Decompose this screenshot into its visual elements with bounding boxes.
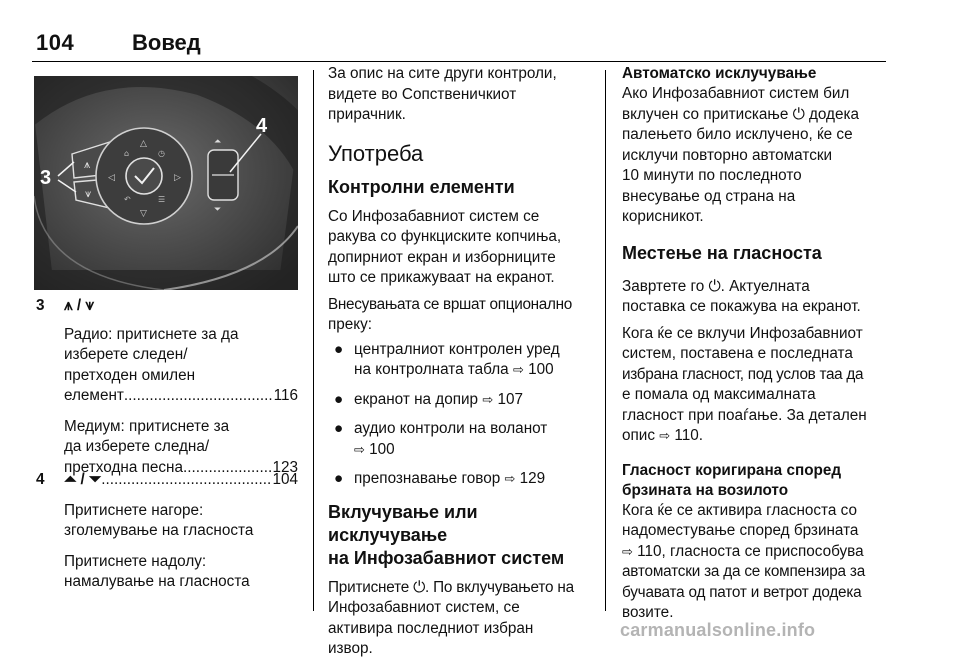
radio-text-line: Радио: притиснете за да xyxy=(64,325,239,343)
auto-off-line: вклучен со притискање ⏻ додека xyxy=(622,105,860,123)
volume-line: Завртете го ⏻. Актуелната xyxy=(622,277,810,295)
controls-line: ракува со функциските копчиња, xyxy=(328,228,562,245)
page-ref-number: 123 xyxy=(272,458,298,476)
page-ref-number: 116 xyxy=(273,387,298,404)
entries-line: Внесувањата се вршат опционално xyxy=(328,295,572,313)
volume-line: Кога ќе се вклучи Инфозабавниот xyxy=(622,324,863,342)
power-icon: ⏻ xyxy=(708,277,721,295)
volume-up-text: зголемување на гласноста xyxy=(64,522,254,539)
svg-text:↶: ↶ xyxy=(124,195,131,204)
page-link[interactable]: опис ⇨ 110. xyxy=(622,427,704,444)
volume-line: избрана гласност, под услов таа да xyxy=(622,365,864,383)
controls-line: Со Инфозабавниот систем се xyxy=(328,207,540,225)
page-link[interactable]: на контролната табла ⇨ 100 xyxy=(354,361,554,378)
intro-line: видете во Сопственичкиот xyxy=(328,85,517,103)
onoff-line: активира последниот избран xyxy=(328,619,534,637)
svg-text:⌂: ⌂ xyxy=(124,149,130,158)
auto-off-line: Ако Инфозабавниот систем бил xyxy=(622,85,850,102)
radio-page-ref[interactable]: елемент ..... 116 xyxy=(64,386,298,407)
item-number: 4 xyxy=(36,471,45,488)
seek-up-glyph: ⩚ xyxy=(84,158,91,171)
item-3 xyxy=(36,296,298,476)
item-3-symbols: ⩚ / ⩛ xyxy=(64,297,95,314)
list-item: ● аудио контроли на воланот ⇨ 100 xyxy=(328,419,596,460)
media-page-ref[interactable]: претходна песна ..... 123 xyxy=(64,458,298,479)
header-rule xyxy=(32,61,886,62)
intro-line: За опис на сите други контроли, xyxy=(328,65,557,82)
volume-page-ref[interactable] xyxy=(64,470,298,491)
svg-text:▽: ▽ xyxy=(140,209,147,219)
heading-control-elements: Контролни елементи xyxy=(328,176,515,197)
media-text-line: Медиум: притиснете за xyxy=(64,417,230,435)
volume-up-text: Притиснете нагоре: xyxy=(64,501,204,519)
onoff-line: извор. xyxy=(328,640,373,657)
speed-line: надоместување според брзината xyxy=(622,522,859,539)
heading-auto-off: Автоматско исклучување xyxy=(622,65,817,82)
radio-text-line: изберете следен/ xyxy=(64,346,188,363)
list-item xyxy=(328,390,596,411)
right-column xyxy=(622,64,890,624)
ref-arrow-icon: ⇨ xyxy=(659,428,671,443)
heading-volume: Местење на гласноста xyxy=(622,242,822,263)
controls-line: што се прикажуваат на екранот. xyxy=(328,269,555,286)
column-divider-right xyxy=(605,70,606,611)
callout-3: 3 xyxy=(40,167,52,189)
page-link[interactable]: ⇨ 100 xyxy=(354,440,395,458)
speed-line: бучавата од патот и ветрот додека xyxy=(622,583,862,601)
svg-text:☰: ☰ xyxy=(158,195,166,204)
heading-on-off: Вклучување или исклучување xyxy=(328,501,478,545)
power-icon: ⏻ xyxy=(792,105,805,123)
speed-line: Кога ќе се активира гласноста со xyxy=(622,501,857,519)
item-4 xyxy=(36,470,298,590)
auto-off-line: исклучи повторно автоматски xyxy=(622,146,833,164)
auto-off-line: корисникот. xyxy=(622,208,704,225)
page-link[interactable]: екранот на допир ⇨ 107 xyxy=(354,390,524,408)
onoff-line: Инфозабавниот систем, се xyxy=(328,599,520,616)
heading-on-off: на Инфозабавниот систем xyxy=(328,547,565,568)
radio-text-line: претходен омилен xyxy=(64,366,196,384)
input-methods-list xyxy=(328,340,596,490)
power-icon: ⏻ xyxy=(413,578,426,596)
volume-line: гласност при поаѓање. За детален xyxy=(622,406,867,424)
column-divider-left xyxy=(313,70,314,611)
controls-line: допирниот екран и изборниците xyxy=(328,248,556,266)
list-item xyxy=(328,469,596,490)
svg-text:⏶: ⏶ xyxy=(214,137,222,147)
ref-arrow-icon: ⇨ xyxy=(482,391,494,407)
volume-down-text: намалување на гласноста xyxy=(64,573,250,590)
ref-arrow-icon: ⇨ xyxy=(622,543,633,559)
media-text-line: да изберете следна/ xyxy=(64,438,210,455)
svg-text:⏷: ⏷ xyxy=(214,205,222,215)
bullet-icon: ● xyxy=(334,470,344,487)
volume-down-text: Притиснете надолу: xyxy=(64,552,207,570)
seek-down-glyph: ⩛ xyxy=(85,187,92,200)
heading-usage: Употреба xyxy=(328,140,424,166)
page-link[interactable]: препознавање говор ⇨ 129 xyxy=(354,470,546,487)
volume-line: систем, поставена е последната xyxy=(622,345,853,362)
callout-4: 4 xyxy=(256,115,268,137)
bullet-icon: ● xyxy=(334,340,344,358)
watermark: carmanualsonline.info xyxy=(620,620,816,640)
auto-off-line: палењето било исклучено, ќе се xyxy=(622,126,853,143)
middle-column xyxy=(328,64,596,660)
bullet-icon: ● xyxy=(334,420,344,437)
list-item: ● централниот контролен уред на контролната табла ⇨ 100 xyxy=(328,340,596,381)
heading-speed-volume: Гласност коригирана според xyxy=(622,461,842,479)
page-ref-number: 104 xyxy=(272,471,298,488)
svg-text:◷: ◷ xyxy=(158,149,165,158)
ref-arrow-icon: ⇨ xyxy=(354,441,365,457)
page-link[interactable]: ⇨ 110, гласноста се приспособува xyxy=(622,542,864,560)
auto-off-line: 10 минути по последното xyxy=(622,167,802,184)
svg-text:△: △ xyxy=(140,139,147,149)
item-4-body xyxy=(64,470,298,593)
volume-line: поставка се покажува на екранот. xyxy=(622,298,861,315)
speed-line: возите. xyxy=(622,604,674,621)
page-header xyxy=(32,14,886,56)
ref-arrow-icon: ⇨ xyxy=(504,471,516,486)
ref-arrow-icon: ⇨ xyxy=(512,362,524,377)
item-3-body xyxy=(64,296,298,478)
heading-speed-volume: брзината на возилото xyxy=(622,481,789,499)
svg-text:◁: ◁ xyxy=(108,173,115,183)
volume-line: е помала од максималната xyxy=(622,386,816,403)
steering-wheel-controls-figure xyxy=(34,76,298,290)
onoff-line: Притиснете ⏻. По вклучувањето на xyxy=(328,578,574,596)
intro-line: прирачник. xyxy=(328,106,406,123)
steering-wheel-illustration xyxy=(34,76,298,290)
auto-off-line: внесување од страна на xyxy=(622,187,796,205)
section-title: Вовед xyxy=(132,30,201,55)
entries-line: преку: xyxy=(328,316,373,333)
page-number: 104 xyxy=(36,30,75,55)
speed-line: автоматски за да се компензира за xyxy=(622,563,866,580)
item-4-symbols: ⏶ / ⏷ xyxy=(64,471,102,488)
item-number: 3 xyxy=(36,297,45,314)
bullet-icon: ● xyxy=(334,390,344,408)
svg-text:▷: ▷ xyxy=(174,173,181,183)
